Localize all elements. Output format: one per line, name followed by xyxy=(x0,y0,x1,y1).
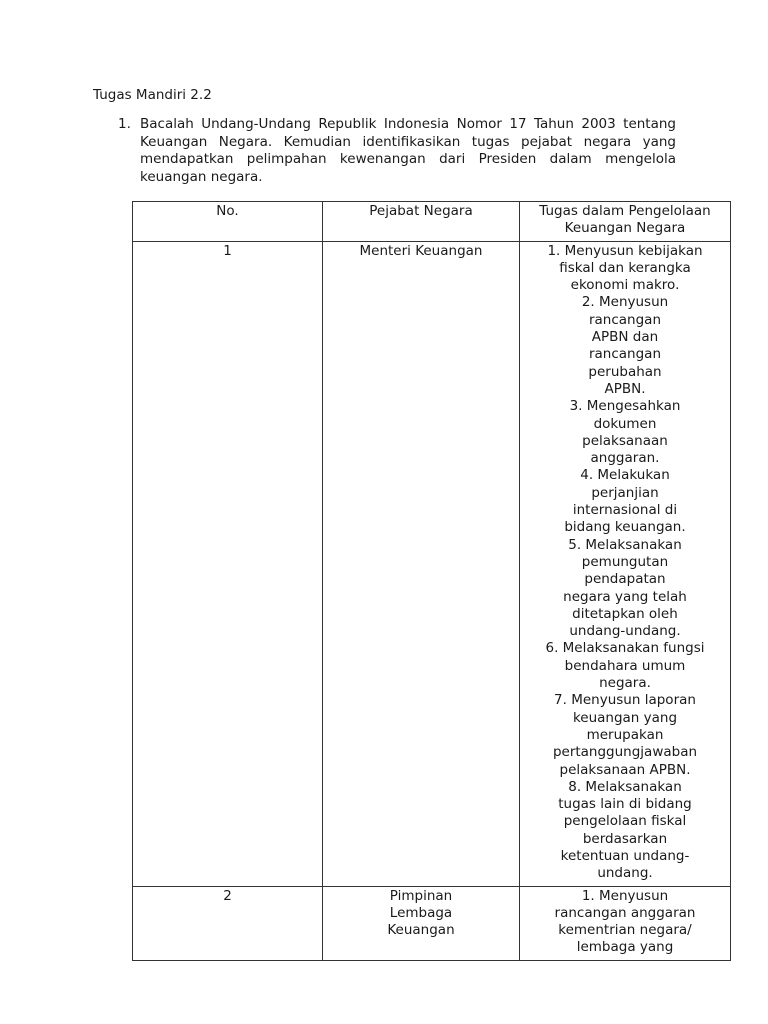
row-no: 1 xyxy=(133,241,323,886)
row-no: 2 xyxy=(133,886,323,960)
row-tasks xyxy=(520,241,731,886)
document-title: Tugas Mandiri 2.2 xyxy=(93,87,212,103)
instruction-item xyxy=(118,116,676,186)
task-item: 1. Menyusun kebijakan fiskal dan kerangka ekonomi makro. xyxy=(547,242,703,294)
task-item: 2. Menyusun rancangan APBN dan rancangan perubahan APBN. xyxy=(581,294,669,397)
table-header-row xyxy=(133,202,731,242)
task-item: 5. Melaksanakan pemungutan pendapatan negara yang telah ditetapkan oleh undang-undang. xyxy=(563,536,687,640)
task-table xyxy=(132,201,731,961)
header-tugas: Tugas dalam Pengelolaan Keuangan Negara xyxy=(520,202,731,242)
task-item: 1. Menyusun rancangan anggaran kementrian negara/ lembaga yang xyxy=(554,887,696,956)
task-item: 7. Menyusun laporan keuangan yang merupakan pertanggungjawaban pelaksanaan APBN. xyxy=(552,692,698,778)
row-pejabat: Menteri Keuangan xyxy=(323,241,520,886)
row-pejabat xyxy=(323,886,520,960)
instruction-text: Bacalah Undang-Undang Republik Indonesia Nomor 17 Tahun 2003 tentang Keuangan Negara. Kemudian identifikasikan tugas pejabat negara yang mendapatkan pelimpahan kewenangan dari Presiden dalam mengelola keuangan negara. xyxy=(140,116,676,185)
task-item: 6. Melaksanakan fungsi bendahara umum negara. xyxy=(545,640,705,692)
header-pejabat: Pejabat Negara xyxy=(323,202,520,242)
instruction-number: 1. xyxy=(118,116,131,132)
row-tasks xyxy=(520,886,731,960)
task-item: 4. Melakukan perjanjian internasional di bidang keuangan. xyxy=(564,467,686,536)
header-no: No. xyxy=(133,202,323,242)
task-item: 8. Melaksanakan tugas lain di bidang pengelolaan fiskal berdasarkan ketentuan undang-undang. xyxy=(558,778,692,882)
row-pejabat-text: Pimpinan Lembaga Keuangan xyxy=(387,887,455,939)
table-row xyxy=(133,886,731,960)
table-row xyxy=(133,241,731,886)
task-item: 3. Mengesahkan dokumen pelaksanaan anggaran. xyxy=(569,398,681,467)
